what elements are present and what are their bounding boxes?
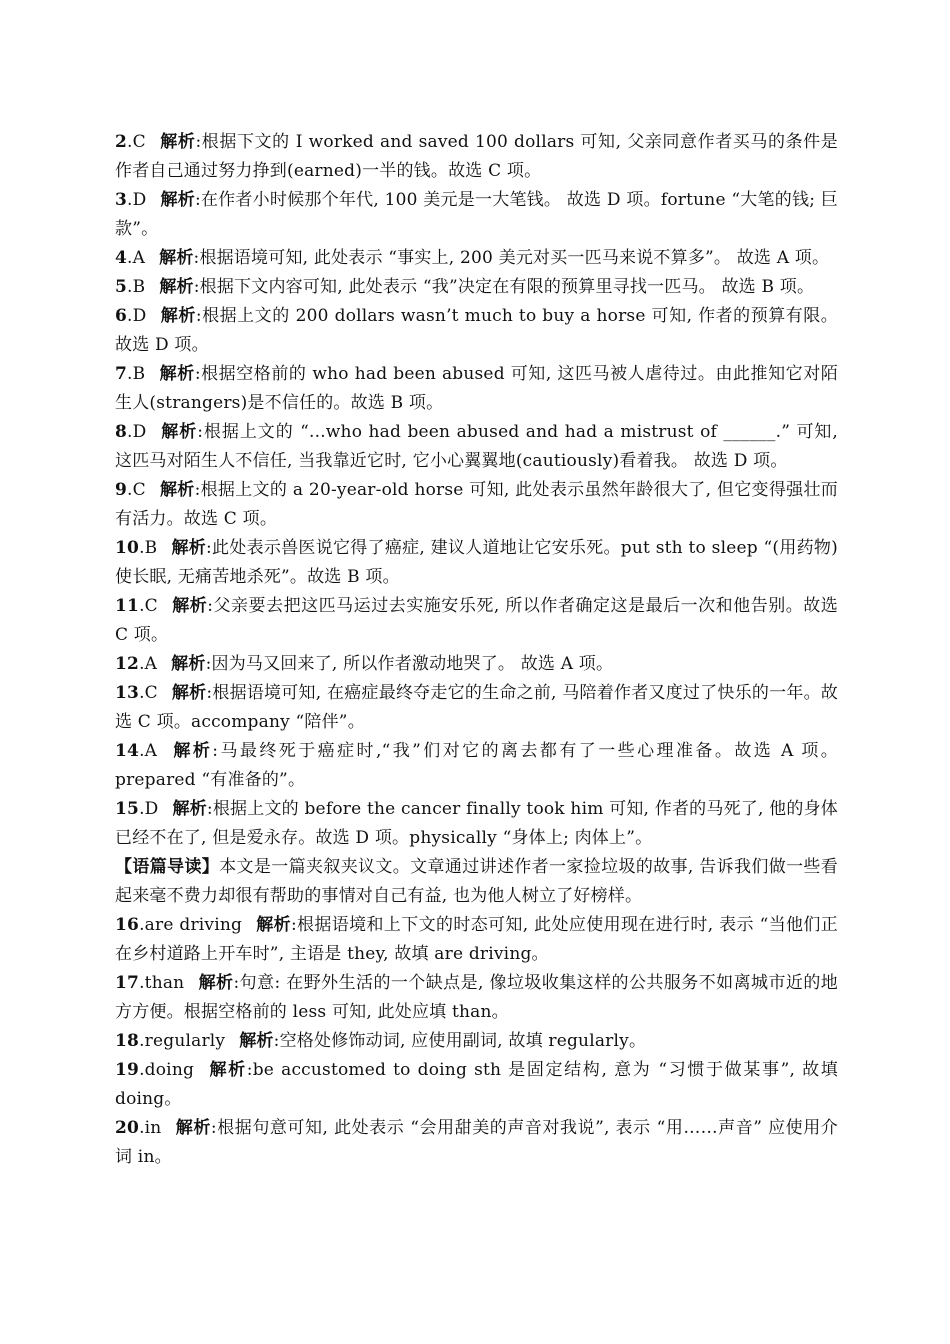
analysis-label: 解析 (171, 654, 206, 674)
answer-choice: .B (127, 364, 146, 384)
analysis-text: :父亲要去把这匹马运过去实施安乐死, 所以作者确定这是最后一次和他告别。故选 C 项。 (115, 596, 838, 645)
answer-entry (115, 244, 838, 273)
answer-choice: .C (139, 683, 158, 703)
answer-choice: .C (139, 596, 158, 616)
answer-choice: .C (127, 132, 146, 152)
answer-entry (115, 128, 838, 186)
answer-choice: .B (139, 538, 158, 558)
analysis-label: 解析 (159, 132, 196, 152)
answer-entry (115, 592, 838, 650)
question-number: 5 (115, 277, 128, 297)
analysis-label: 解析 (171, 741, 213, 761)
answer-entry (115, 273, 838, 302)
analysis-text: :根据语境可知, 在癌症最终夺走它的生命之前, 马陪着作者又度过了快乐的一年。故选 C 项。accompany “陪伴”。 (115, 683, 839, 732)
analysis-text: :根据语境可知, 此处表示 “事实上, 200 美元对买一匹马来说不算多”。 故选 A 项。 (193, 248, 830, 268)
question-number: 8 (115, 422, 128, 442)
analysis-label: 解析 (171, 596, 208, 616)
analysis-text: :马最终死于癌症时,“我”们对它的离去都有了一些心理准备。故选 A 项。prepared “有准备的”。 (115, 741, 838, 790)
question-number: 19 (115, 1060, 140, 1080)
analysis-label: 解析 (171, 538, 207, 558)
answer-entry (115, 1114, 838, 1172)
analysis-label: 解析 (159, 480, 195, 500)
answer-choice: .are driving (139, 915, 243, 935)
answer-choice: .D (127, 190, 147, 210)
answer-entry (115, 679, 838, 737)
analysis-text: :此处表示兽医说它得了癌症, 建议人道地让它安乐死。put sth to sleep “(用药物)使长眠, 无痛苦地杀死”。故选 B 项。 (115, 538, 838, 587)
question-number: 18 (115, 1031, 140, 1051)
question-number: 13 (115, 683, 140, 703)
analysis-text: :根据空格前的 who had been abused 可知, 这匹马被人虐待过。由此推知它对陌生人(strangers)是不信任的。故选 B 项。 (115, 364, 838, 413)
analysis-label: 解析 (172, 799, 207, 819)
analysis-text: :根据下文内容可知, 此处表示 “我”决定在有限的预算里寻找一匹马。 故选 B 项。 (193, 277, 815, 297)
question-number: 16 (115, 915, 140, 935)
answer-entry (115, 650, 838, 679)
analysis-text: :根据语境和上下文的时态可知, 此处应使用现在进行时, 表示 “当他们正在乡村道路上开车时”, 主语是 they, 故填 are driving。 (115, 915, 838, 964)
question-number: 20 (115, 1118, 140, 1138)
answer-entry (115, 534, 838, 592)
analysis-label: 解析 (159, 277, 194, 297)
question-number: 14 (115, 741, 140, 761)
analysis-label: 解析 (160, 306, 196, 326)
analysis-label: 解析 (160, 422, 198, 442)
analysis-text: :根据上文的 “...who had been abused and had a mistrust of ______.” 可知, 这匹马对陌生人不信任, 当我靠近它时, 它小心翼翼地(cautiously)看着我。 故选 D 项。 (115, 422, 838, 471)
analysis-text: :根据上文的 before the cancer finally took him 可知, 作者的马死了, 他的身体已经不在了, 但是爱永存。故选 D 项。physically “身体上; 肉体上”。 (115, 799, 838, 848)
answer-entry (115, 969, 838, 1027)
question-number: 3 (115, 190, 128, 210)
answer-entry (115, 186, 838, 244)
answer-entry (115, 418, 838, 476)
guide-text: 本文是一篇夹叙夹议文。文章通过讲述作者一家捡垃圾的故事, 告诉我们做一些看起来毫不费力却很有帮助的事情对自己有益, 也为他人树立了好榜样。 (115, 857, 838, 906)
answer-entry (115, 911, 838, 969)
analysis-text: :根据上文的 200 dollars wasn’t much to buy a horse 可知, 作者的预算有限。故选 D 项。 (115, 306, 838, 355)
answer-choice: .than (139, 973, 185, 993)
answer-list-cloze (115, 128, 838, 853)
passage-guide (115, 853, 838, 911)
analysis-label: 解析 (175, 1118, 211, 1138)
answer-choice: .doing (139, 1060, 195, 1080)
question-number: 2 (115, 132, 128, 152)
analysis-label: 解析 (159, 248, 194, 268)
answer-entry (115, 1027, 838, 1056)
analysis-text: :根据句意可知, 此处表示 “会用甜美的声音对我说”, 表示 “用……声音” 应使用介词 in。 (115, 1118, 838, 1167)
answer-choice: .D (139, 799, 159, 819)
answer-entry (115, 1056, 838, 1114)
analysis-label: 解析 (160, 190, 195, 210)
analysis-text: :因为马又回来了, 所以作者激动地哭了。 故选 A 项。 (205, 654, 614, 674)
analysis-label: 解析 (239, 1031, 274, 1051)
analysis-label: 解析 (198, 973, 234, 993)
question-number: 10 (115, 538, 140, 558)
answer-choice: .A (139, 654, 158, 674)
question-number: 4 (115, 248, 128, 268)
guide-label: 【语篇导读】 (115, 857, 220, 877)
answer-choice: .B (127, 277, 146, 297)
question-number: 17 (115, 973, 140, 993)
analysis-text: :be accustomed to doing sth 是固定结构, 意为 “习惯于做某事”, 故填 doing。 (115, 1060, 838, 1109)
analysis-label: 解析 (159, 364, 195, 384)
analysis-label: 解析 (171, 683, 207, 703)
answer-entry (115, 737, 838, 795)
analysis-text: :空格处修饰动词, 应使用副词, 故填 regularly。 (273, 1031, 647, 1051)
answer-entry (115, 476, 838, 534)
question-number: 12 (115, 654, 140, 674)
answer-choice: .D (127, 306, 147, 326)
question-number: 7 (115, 364, 128, 384)
answer-choice: .A (139, 741, 158, 761)
answer-entry (115, 302, 838, 360)
analysis-text: :句意: 在野外生活的一个缺点是, 像垃圾收集这样的公共服务不如离城市近的地方方便。根据空格前的 less 可知, 此处应填 than。 (115, 973, 838, 1022)
analysis-text: :根据下文的 I worked and saved 100 dollars 可知, 父亲同意作者买马的条件是作者自己通过努力挣到(earned)一半的钱。故选 C 项。 (115, 132, 838, 181)
answer-choice: .A (127, 248, 146, 268)
answer-choice: .in (139, 1118, 162, 1138)
question-number: 9 (115, 480, 128, 500)
answer-entry (115, 360, 838, 418)
question-number: 6 (115, 306, 128, 326)
analysis-text: :在作者小时候那个年代, 100 美元是一大笔钱。 故选 D 项。fortune “大笔的钱; 巨款”。 (115, 190, 838, 239)
analysis-label: 解析 (208, 1060, 247, 1080)
question-number: 15 (115, 799, 140, 819)
answer-choice: .C (127, 480, 146, 500)
answer-choice: .D (127, 422, 147, 442)
answer-choice: .regularly (139, 1031, 226, 1051)
question-number: 11 (115, 596, 140, 616)
answer-list-grammar (115, 911, 838, 1172)
answer-entry (115, 795, 838, 853)
analysis-text: :根据上文的 a 20-year-old horse 可知, 此处表示虽然年龄很大了, 但它变得强壮而有活力。故选 C 项。 (115, 480, 838, 529)
analysis-label: 解析 (256, 915, 291, 935)
